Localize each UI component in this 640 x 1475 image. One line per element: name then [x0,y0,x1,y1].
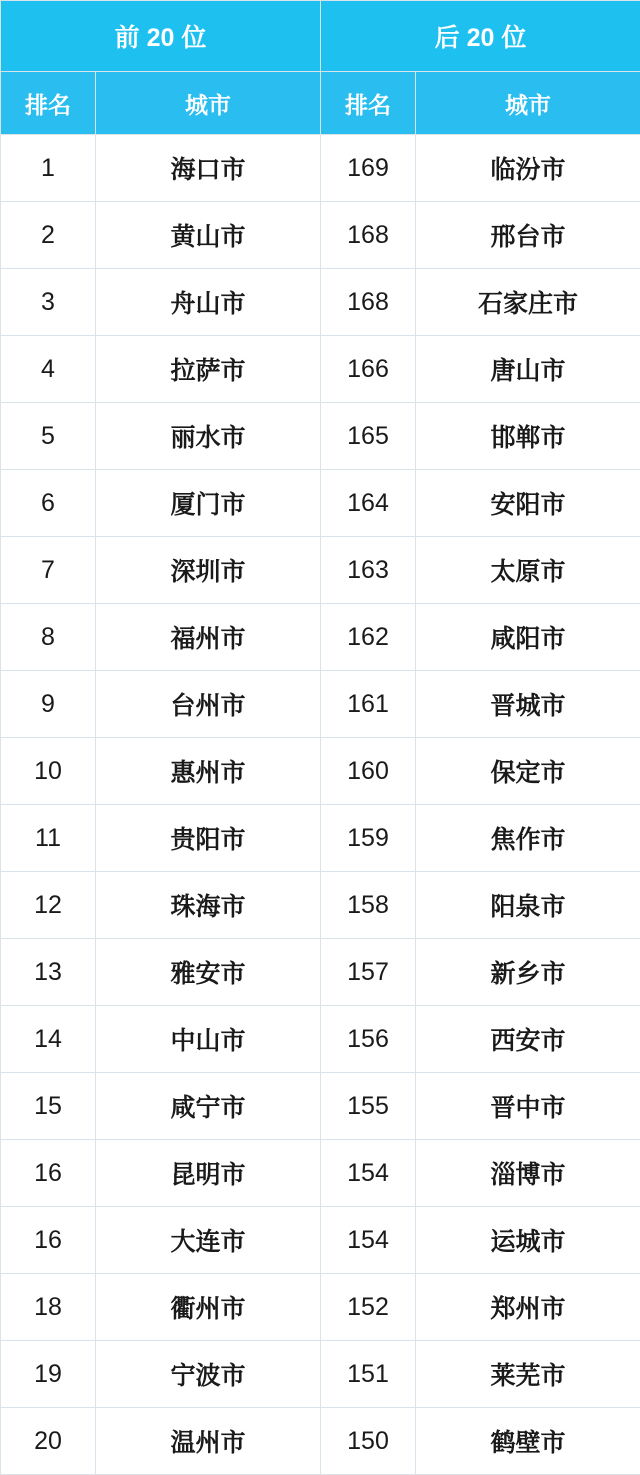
table-row [1,336,640,403]
cell-city-bottom: 焦作市 [416,805,640,872]
table-row [1,939,640,1006]
table-head [1,1,640,135]
cell-rank-bottom: 157 [321,939,416,1006]
cell-rank-bottom: 159 [321,805,416,872]
cell-rank-bottom: 165 [321,403,416,470]
cell-rank-bottom: 168 [321,269,416,336]
table-row [1,604,640,671]
cell-city-top: 黄山市 [96,202,321,269]
cell-rank-bottom: 150 [321,1408,416,1475]
group-header-bottom20: 后 20 位 [321,1,640,72]
cell-city-bottom: 保定市 [416,738,640,805]
table-row [1,470,640,537]
cell-city-top: 珠海市 [96,872,321,939]
cell-rank-top: 13 [1,939,96,1006]
cell-rank-top: 1 [1,135,96,202]
cell-city-top: 海口市 [96,135,321,202]
cell-city-top: 丽水市 [96,403,321,470]
cell-rank-bottom: 155 [321,1073,416,1140]
cell-rank-top: 7 [1,537,96,604]
cell-rank-top: 16 [1,1207,96,1274]
cell-city-bottom: 石家庄市 [416,269,640,336]
cell-rank-top: 15 [1,1073,96,1140]
cell-rank-bottom: 156 [321,1006,416,1073]
cell-city-top: 贵阳市 [96,805,321,872]
table-row [1,1140,640,1207]
cell-city-top: 深圳市 [96,537,321,604]
cell-rank-bottom: 154 [321,1140,416,1207]
table-row [1,1006,640,1073]
group-header-row [1,1,640,72]
cell-rank-bottom: 168 [321,202,416,269]
cell-city-bottom: 淄博市 [416,1140,640,1207]
column-header-rank-top: 排名 [1,72,96,135]
column-header-rank-bottom: 排名 [321,72,416,135]
cell-rank-bottom: 162 [321,604,416,671]
cell-city-bottom: 新乡市 [416,939,640,1006]
cell-rank-top: 16 [1,1140,96,1207]
cell-rank-top: 20 [1,1408,96,1475]
cell-city-bottom: 西安市 [416,1006,640,1073]
cell-city-top: 衢州市 [96,1274,321,1341]
table-row [1,805,640,872]
cell-rank-top: 5 [1,403,96,470]
column-header-city-bottom: 城市 [416,72,640,135]
cell-city-top: 舟山市 [96,269,321,336]
cell-rank-top: 14 [1,1006,96,1073]
table-row [1,671,640,738]
cell-city-top: 昆明市 [96,1140,321,1207]
cell-city-top: 咸宁市 [96,1073,321,1140]
table-row [1,202,640,269]
cell-rank-top: 11 [1,805,96,872]
cell-city-top: 福州市 [96,604,321,671]
cell-rank-bottom: 161 [321,671,416,738]
table-row [1,738,640,805]
table-row [1,1341,640,1408]
cell-city-top: 温州市 [96,1408,321,1475]
cell-rank-bottom: 152 [321,1274,416,1341]
cell-city-top: 台州市 [96,671,321,738]
cell-rank-bottom: 166 [321,336,416,403]
cell-city-top: 中山市 [96,1006,321,1073]
table-row [1,872,640,939]
cell-rank-top: 9 [1,671,96,738]
cell-city-top: 雅安市 [96,939,321,1006]
cell-city-bottom: 郑州市 [416,1274,640,1341]
cell-rank-top: 2 [1,202,96,269]
cell-city-bottom: 临汾市 [416,135,640,202]
cell-rank-top: 19 [1,1341,96,1408]
cell-rank-bottom: 160 [321,738,416,805]
cell-rank-top: 4 [1,336,96,403]
cell-city-bottom: 晋中市 [416,1073,640,1140]
cell-rank-bottom: 154 [321,1207,416,1274]
table-row [1,1408,640,1475]
cell-city-top: 惠州市 [96,738,321,805]
cell-city-bottom: 安阳市 [416,470,640,537]
cell-city-top: 大连市 [96,1207,321,1274]
cell-rank-top: 8 [1,604,96,671]
cell-rank-top: 18 [1,1274,96,1341]
cell-city-bottom: 晋城市 [416,671,640,738]
cell-rank-bottom: 169 [321,135,416,202]
cell-city-bottom: 邯郸市 [416,403,640,470]
cell-city-bottom: 太原市 [416,537,640,604]
cell-city-bottom: 莱芜市 [416,1341,640,1408]
cell-rank-top: 6 [1,470,96,537]
table-row [1,403,640,470]
table-row [1,537,640,604]
cell-rank-top: 10 [1,738,96,805]
table-row [1,1207,640,1274]
cell-rank-top: 3 [1,269,96,336]
group-header-top20: 前 20 位 [1,1,321,72]
cell-rank-bottom: 163 [321,537,416,604]
cell-city-bottom: 鹤壁市 [416,1408,640,1475]
cell-city-bottom: 咸阳市 [416,604,640,671]
table-row [1,135,640,202]
table-row [1,269,640,336]
cell-rank-bottom: 158 [321,872,416,939]
cell-city-bottom: 邢台市 [416,202,640,269]
cell-city-top: 拉萨市 [96,336,321,403]
cell-rank-bottom: 164 [321,470,416,537]
cell-city-bottom: 唐山市 [416,336,640,403]
cell-rank-bottom: 151 [321,1341,416,1408]
column-header-city-top: 城市 [96,72,321,135]
cell-city-top: 厦门市 [96,470,321,537]
table-body [1,135,640,1475]
cell-city-bottom: 阳泉市 [416,872,640,939]
table-row [1,1274,640,1341]
table-row [1,1073,640,1140]
column-header-row [1,72,640,135]
cell-rank-top: 12 [1,872,96,939]
cell-city-bottom: 运城市 [416,1207,640,1274]
cell-city-top: 宁波市 [96,1341,321,1408]
